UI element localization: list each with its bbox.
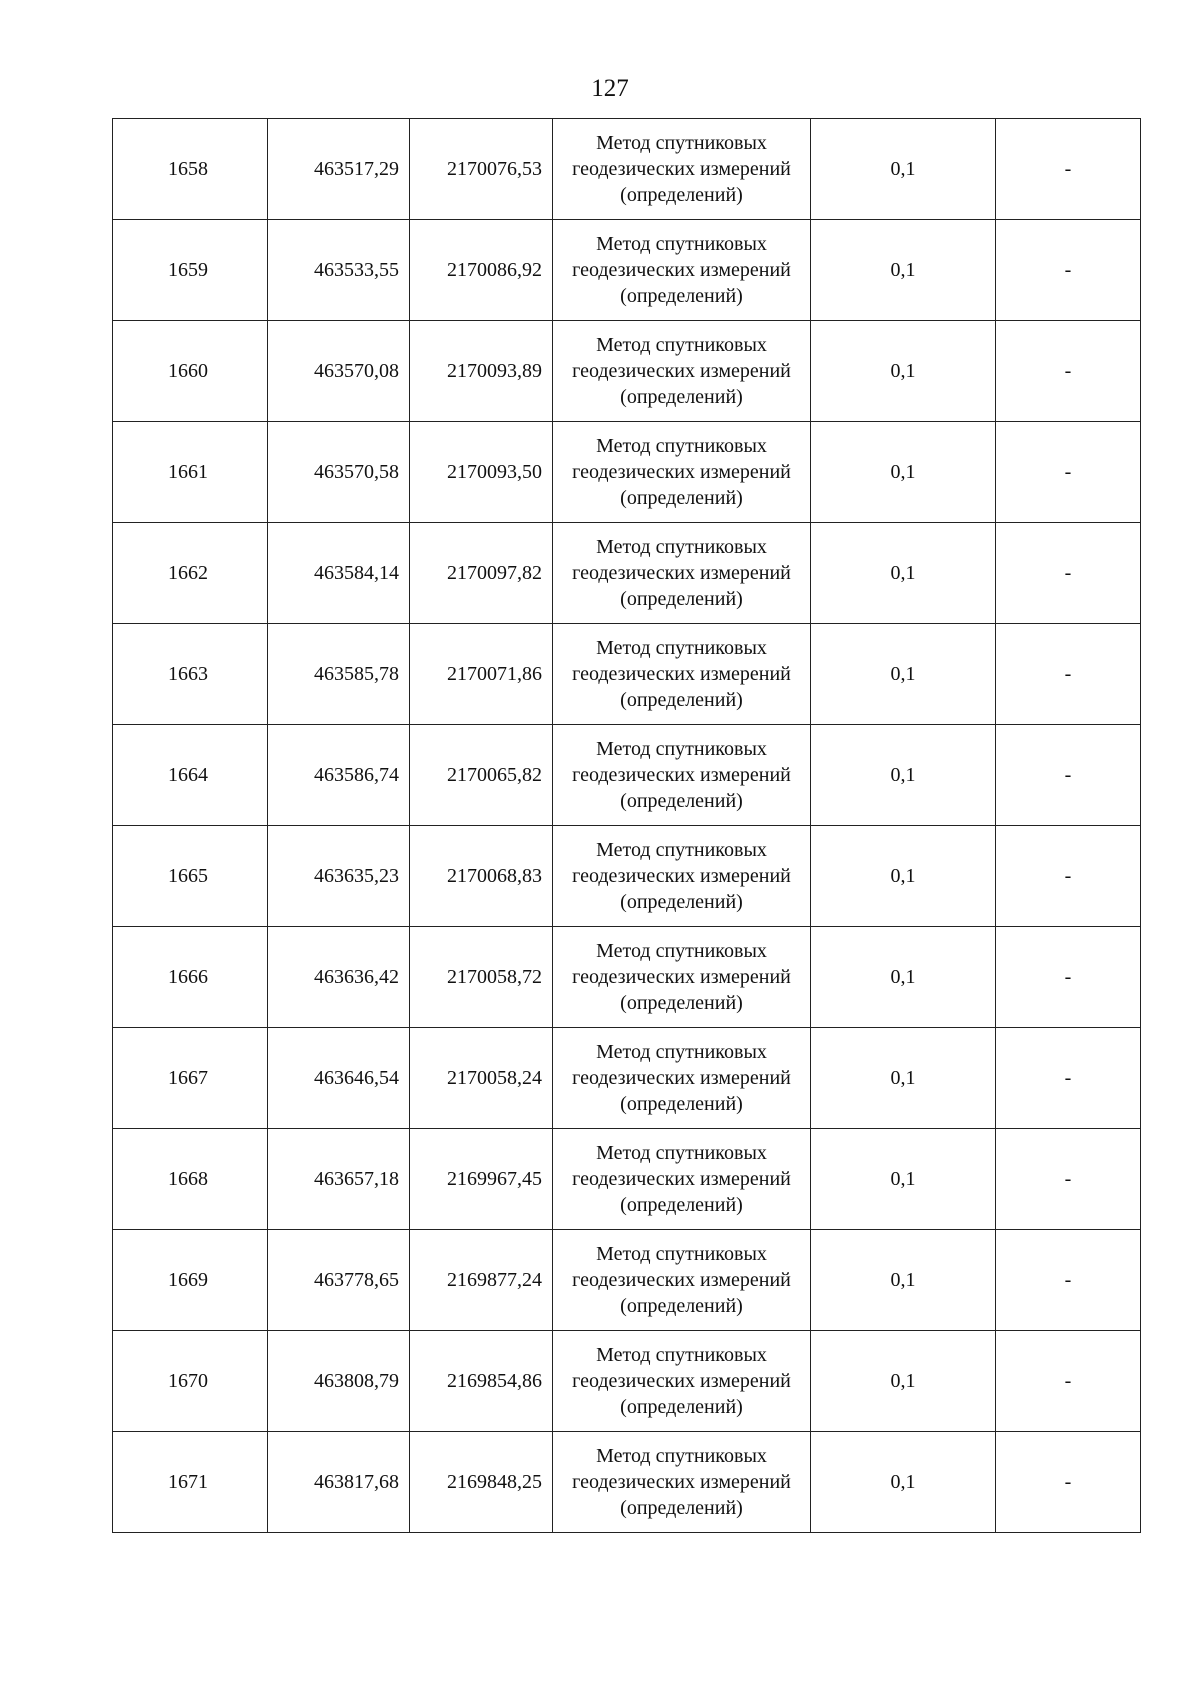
y-coordinate-cell: 2170065,82 — [410, 725, 553, 826]
method-cell — [553, 826, 811, 927]
method-cell — [553, 523, 811, 624]
x-coordinate-cell: 463646,54 — [268, 1028, 410, 1129]
method-line: (определений) — [620, 285, 743, 307]
table-row — [113, 1230, 1141, 1331]
method-cell — [553, 725, 811, 826]
method-line: Метод спутниковых — [596, 132, 767, 154]
x-coordinate-cell: 463584,14 — [268, 523, 410, 624]
method-line: (определений) — [620, 689, 743, 711]
page-number: 127 — [591, 75, 629, 102]
table-row — [113, 1432, 1141, 1533]
x-coordinate-cell: 463586,74 — [268, 725, 410, 826]
method-line: Метод спутниковых — [596, 435, 767, 457]
method-line: (определений) — [620, 1497, 743, 1519]
point-number-cell: 1658 — [113, 119, 268, 220]
accuracy-cell: 0,1 — [811, 1331, 996, 1432]
x-coordinate-cell: 463635,23 — [268, 826, 410, 927]
accuracy-cell: 0,1 — [811, 1028, 996, 1129]
method-line: Метод спутниковых — [596, 536, 767, 558]
point-number-cell: 1667 — [113, 1028, 268, 1129]
coordinates-table — [112, 118, 1141, 1533]
x-coordinate-cell: 463808,79 — [268, 1331, 410, 1432]
x-coordinate-cell: 463585,78 — [268, 624, 410, 725]
method-line: геодезических измерений — [572, 764, 791, 786]
method-line: геодезических измерений — [572, 663, 791, 685]
method-cell — [553, 1230, 811, 1331]
table-row — [113, 422, 1141, 523]
accuracy-cell: 0,1 — [811, 321, 996, 422]
table-row — [113, 523, 1141, 624]
method-cell — [553, 624, 811, 725]
method-line: Метод спутниковых — [596, 334, 767, 356]
table-row — [113, 220, 1141, 321]
x-coordinate-cell: 463817,68 — [268, 1432, 410, 1533]
method-cell — [553, 422, 811, 523]
method-line: Метод спутниковых — [596, 1344, 767, 1366]
accuracy-cell: 0,1 — [811, 220, 996, 321]
table-row — [113, 119, 1141, 220]
table-row — [113, 321, 1141, 422]
note-cell: - — [996, 119, 1141, 220]
method-line: Метод спутниковых — [596, 940, 767, 962]
x-coordinate-cell: 463636,42 — [268, 927, 410, 1028]
note-cell: - — [996, 220, 1141, 321]
method-line: (определений) — [620, 588, 743, 610]
method-line: (определений) — [620, 1093, 743, 1115]
y-coordinate-cell: 2169854,86 — [410, 1331, 553, 1432]
method-line: геодезических измерений — [572, 562, 791, 584]
method-cell — [553, 1129, 811, 1230]
method-line: Метод спутниковых — [596, 738, 767, 760]
method-line: геодезических измерений — [572, 1067, 791, 1089]
note-cell: - — [996, 1028, 1141, 1129]
table-row — [113, 624, 1141, 725]
note-cell: - — [996, 1432, 1141, 1533]
note-cell: - — [996, 523, 1141, 624]
note-cell: - — [996, 321, 1141, 422]
method-line: геодезических измерений — [572, 1168, 791, 1190]
x-coordinate-cell: 463533,55 — [268, 220, 410, 321]
point-number-cell: 1666 — [113, 927, 268, 1028]
method-line: геодезических измерений — [572, 360, 791, 382]
accuracy-cell: 0,1 — [811, 624, 996, 725]
accuracy-cell: 0,1 — [811, 927, 996, 1028]
table-row — [113, 1331, 1141, 1432]
method-line: геодезических измерений — [572, 158, 791, 180]
table-row — [113, 1129, 1141, 1230]
y-coordinate-cell: 2170097,82 — [410, 523, 553, 624]
method-line: Метод спутниковых — [596, 1041, 767, 1063]
accuracy-cell: 0,1 — [811, 725, 996, 826]
table-row — [113, 725, 1141, 826]
note-cell: - — [996, 1331, 1141, 1432]
method-line: Метод спутниковых — [596, 637, 767, 659]
method-line: Метод спутниковых — [596, 1243, 767, 1265]
note-cell: - — [996, 725, 1141, 826]
method-line: (определений) — [620, 1396, 743, 1418]
note-cell: - — [996, 1129, 1141, 1230]
method-line: (определений) — [620, 386, 743, 408]
y-coordinate-cell: 2170093,50 — [410, 422, 553, 523]
point-number-cell: 1671 — [113, 1432, 268, 1533]
method-line: (определений) — [620, 992, 743, 1014]
method-line: (определений) — [620, 1194, 743, 1216]
method-line: геодезических измерений — [572, 461, 791, 483]
accuracy-cell: 0,1 — [811, 119, 996, 220]
point-number-cell: 1664 — [113, 725, 268, 826]
y-coordinate-cell: 2169967,45 — [410, 1129, 553, 1230]
accuracy-cell: 0,1 — [811, 1230, 996, 1331]
method-cell — [553, 1331, 811, 1432]
method-line: геодезических измерений — [572, 1269, 791, 1291]
y-coordinate-cell: 2170058,24 — [410, 1028, 553, 1129]
method-line: геодезических измерений — [572, 865, 791, 887]
point-number-cell: 1668 — [113, 1129, 268, 1230]
point-number-cell: 1670 — [113, 1331, 268, 1432]
method-cell — [553, 321, 811, 422]
x-coordinate-cell: 463657,18 — [268, 1129, 410, 1230]
point-number-cell: 1660 — [113, 321, 268, 422]
y-coordinate-cell: 2170086,92 — [410, 220, 553, 321]
x-coordinate-cell: 463570,08 — [268, 321, 410, 422]
point-number-cell: 1662 — [113, 523, 268, 624]
method-cell — [553, 927, 811, 1028]
method-line: геодезических измерений — [572, 1370, 791, 1392]
table-row — [113, 927, 1141, 1028]
note-cell: - — [996, 422, 1141, 523]
method-cell — [553, 220, 811, 321]
x-coordinate-cell: 463570,58 — [268, 422, 410, 523]
accuracy-cell: 0,1 — [811, 422, 996, 523]
point-number-cell: 1659 — [113, 220, 268, 321]
method-line: (определений) — [620, 790, 743, 812]
table-body — [113, 119, 1141, 1533]
y-coordinate-cell: 2170068,83 — [410, 826, 553, 927]
method-line: Метод спутниковых — [596, 839, 767, 861]
table-row — [113, 826, 1141, 927]
method-cell — [553, 119, 811, 220]
method-line: (определений) — [620, 1295, 743, 1317]
method-cell — [553, 1432, 811, 1533]
note-cell: - — [996, 1230, 1141, 1331]
y-coordinate-cell: 2170076,53 — [410, 119, 553, 220]
method-line: геодезических измерений — [572, 966, 791, 988]
y-coordinate-cell: 2169848,25 — [410, 1432, 553, 1533]
table-row — [113, 1028, 1141, 1129]
accuracy-cell: 0,1 — [811, 826, 996, 927]
method-line: (определений) — [620, 184, 743, 206]
point-number-cell: 1661 — [113, 422, 268, 523]
point-number-cell: 1669 — [113, 1230, 268, 1331]
method-line: Метод спутниковых — [596, 233, 767, 255]
method-line: геодезических измерений — [572, 259, 791, 281]
note-cell: - — [996, 826, 1141, 927]
y-coordinate-cell: 2170071,86 — [410, 624, 553, 725]
point-number-cell: 1665 — [113, 826, 268, 927]
accuracy-cell: 0,1 — [811, 523, 996, 624]
y-coordinate-cell: 2170058,72 — [410, 927, 553, 1028]
method-line: геодезических измерений — [572, 1471, 791, 1493]
method-cell — [553, 1028, 811, 1129]
y-coordinate-cell: 2169877,24 — [410, 1230, 553, 1331]
method-line: (определений) — [620, 891, 743, 913]
x-coordinate-cell: 463778,65 — [268, 1230, 410, 1331]
method-line: Метод спутниковых — [596, 1142, 767, 1164]
method-line: (определений) — [620, 487, 743, 509]
note-cell: - — [996, 927, 1141, 1028]
x-coordinate-cell: 463517,29 — [268, 119, 410, 220]
point-number-cell: 1663 — [113, 624, 268, 725]
y-coordinate-cell: 2170093,89 — [410, 321, 553, 422]
note-cell: - — [996, 624, 1141, 725]
accuracy-cell: 0,1 — [811, 1432, 996, 1533]
accuracy-cell: 0,1 — [811, 1129, 996, 1230]
method-line: Метод спутниковых — [596, 1445, 767, 1467]
